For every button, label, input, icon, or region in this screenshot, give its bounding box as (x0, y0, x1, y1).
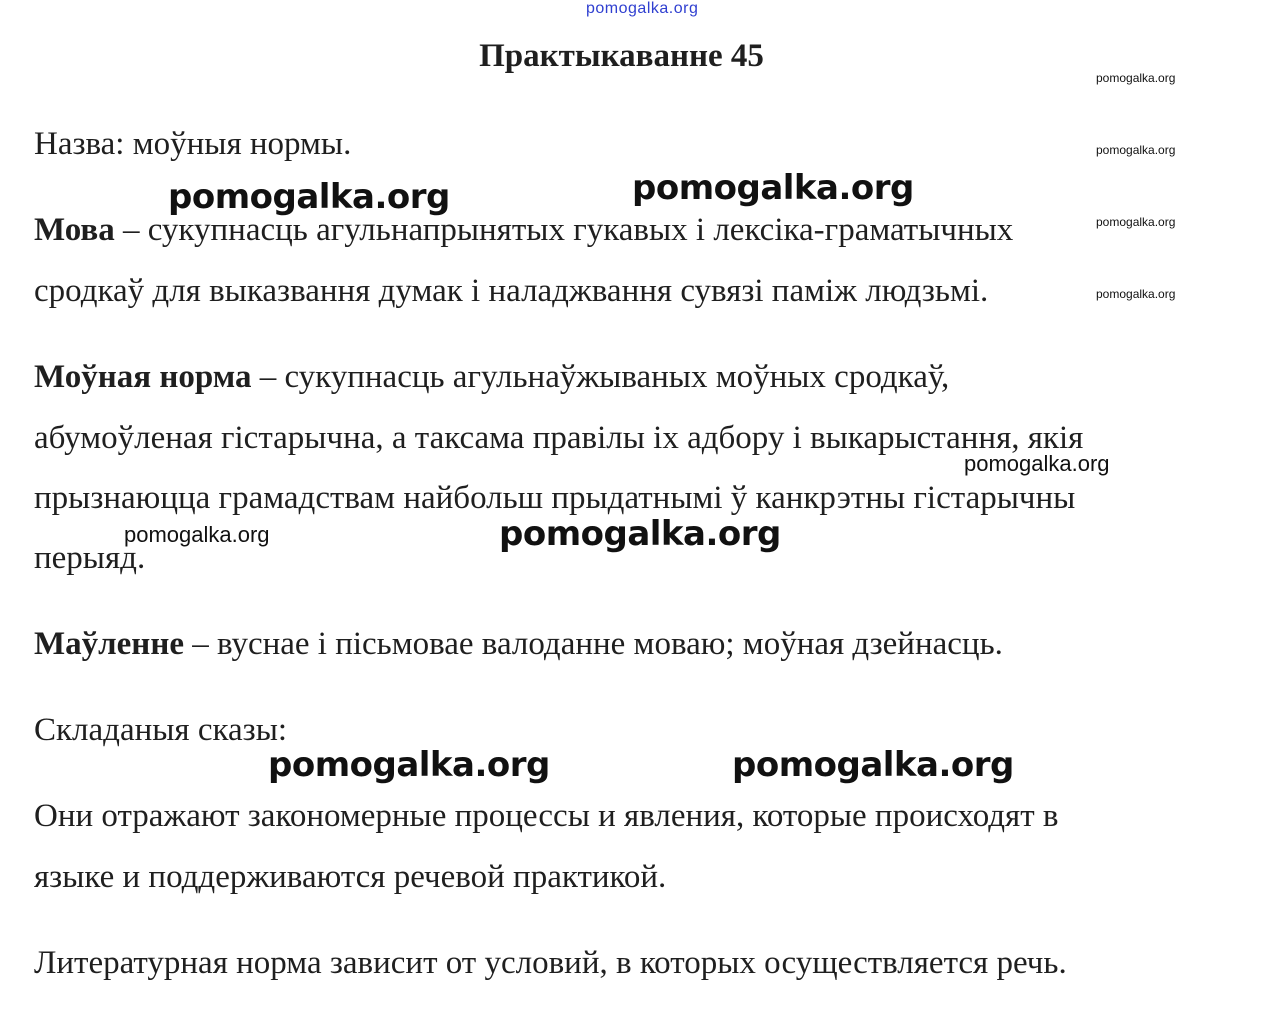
definition-norma-line-4: перыяд. (34, 540, 146, 576)
definition-mova-line-2: сродкаў для выказвання думак і наладжвання сувязі паміж людзьмі. (34, 273, 989, 309)
watermark-small-1: pomogalka.org (1096, 71, 1176, 85)
complex-sentences-label: Складаныя сказы: (34, 712, 288, 748)
sentence-1-line-1: Они отражают закономерные процессы и явления, которые происходят в (34, 798, 1059, 834)
definition-norma-line-2: абумоўленая гістарычна, а таксама правілы іх адбору і выкарыстання, якія (34, 420, 1084, 456)
watermark-large-5: pomogalka.org (732, 745, 1014, 785)
definition-norma-line-1 (34, 357, 949, 397)
watermark-large-1: pomogalka.org (168, 177, 450, 217)
definition-norma-text: – сукупнасць агульнаўжываных моўных сродкаў, (251, 359, 950, 395)
page-title: Практыкаванне 45 (479, 38, 764, 74)
watermark-large-2: pomogalka.org (632, 168, 914, 208)
watermark-small-3: pomogalka.org (1096, 215, 1176, 229)
watermark-small-4: pomogalka.org (1096, 287, 1176, 301)
watermark-large-3: pomogalka.org (499, 514, 781, 554)
topic-line: Назва: моўныя нормы. (34, 126, 352, 162)
watermark-top: pomogalka.org (586, 0, 699, 17)
term-norma: Моўная норма (34, 359, 252, 395)
sentence-2: Литературная норма зависит от условий, в которых осуществляется речь. (34, 945, 1067, 981)
definition-maulenne-line-1 (34, 624, 1003, 664)
term-mova: Мова (34, 212, 115, 248)
sentence-1-line-2: языке и поддерживаются речевой практикой. (34, 859, 667, 895)
watermark-medium-1: pomogalka.org (964, 451, 1110, 476)
definition-maulenne-text: – вуснае і пісьмовае валоданне моваю; моўная дзейнасць. (183, 626, 1003, 662)
definition-mova-text: – сукупнасць агульнапрынятых гукавых і лексіка-граматычных (114, 212, 1014, 248)
watermark-large-4: pomogalka.org (268, 745, 550, 785)
watermark-small-2: pomogalka.org (1096, 143, 1176, 157)
watermark-medium-2: pomogalka.org (124, 522, 270, 547)
definition-norma-line-3: прызнаюцца грамадствам найбольш прыдатнымі ў канкрэтны гістарычны (34, 480, 1076, 516)
term-maulenne: Маўленне (34, 626, 184, 662)
